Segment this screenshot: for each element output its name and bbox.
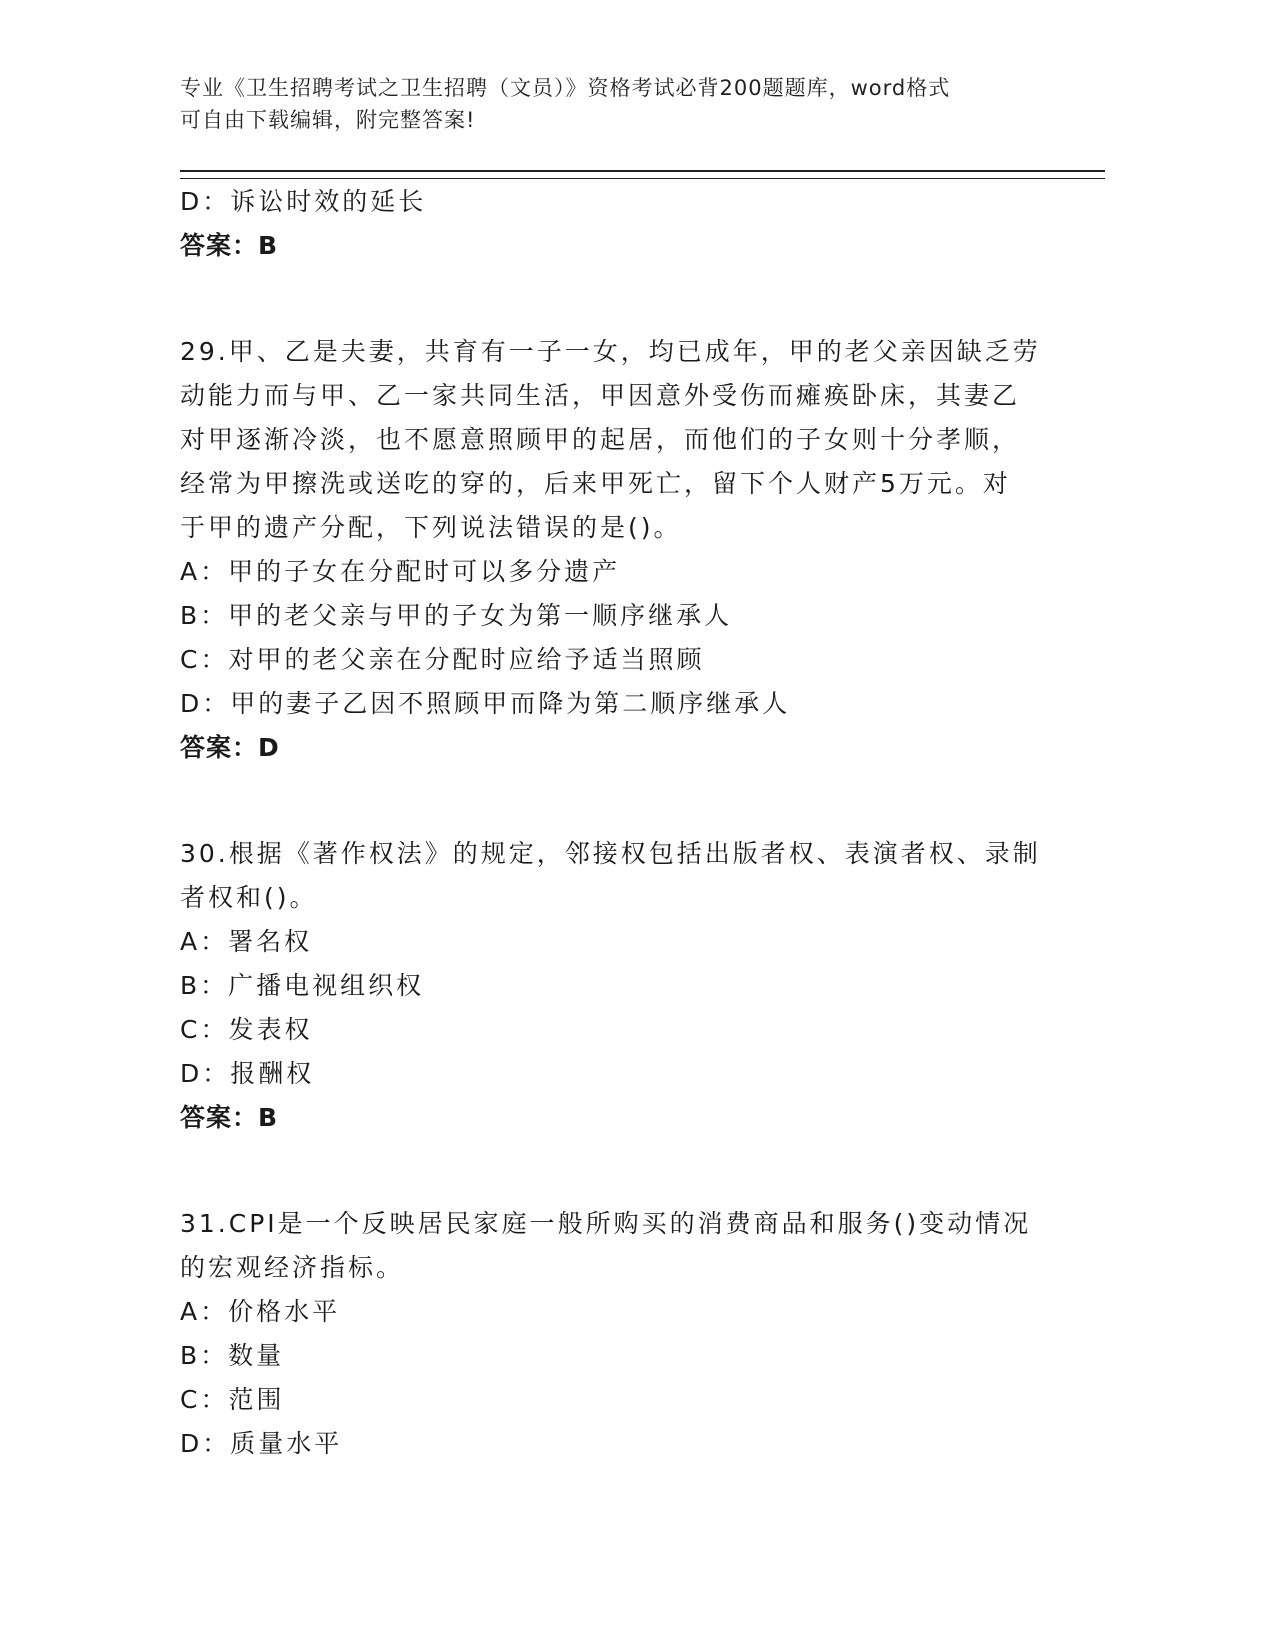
option-a: A：署名权	[180, 927, 313, 956]
question-content	[180, 180, 1040, 1466]
option-d: D：质量水平	[180, 1429, 343, 1458]
question-stem-line: 动能力而与甲、乙一家共同生活，甲因意外受伤而瘫痪卧床，其妻乙	[180, 381, 1021, 410]
question-stem-line: 30.根据《著作权法》的规定，邻接权包括出版者权、表演者权、录制	[180, 839, 1041, 868]
question-30	[180, 832, 1040, 1140]
question-31	[180, 1202, 1040, 1466]
option-a: A：价格水平	[180, 1297, 341, 1326]
answer: 答案：B	[180, 231, 279, 260]
question-stem-line: 于甲的遗产分配，下列说法错误的是()。	[180, 513, 682, 542]
question-stem-line: 29.甲、乙是夫妻，共育有一子一女，均已成年，甲的老父亲因缺乏劳	[180, 337, 1041, 366]
option-a: A：甲的子女在分配时可以多分遗产	[180, 557, 621, 586]
header-line-2: 可自由下载编辑，附完整答案!	[180, 108, 476, 132]
option-b: B：广播电视组织权	[180, 971, 425, 1000]
header-line-1: 专业《卫生招聘考试之卫生招聘（文员）》资格考试必背200题题库，word格式	[180, 76, 951, 100]
question-stem-line: 对甲逐渐冷淡，也不愿意照顾甲的起居，而他们的子女则十分孝顺，	[180, 425, 1021, 454]
question-stem-line: 31.CPI是一个反映居民家庭一般所购买的消费商品和服务()变动情况	[180, 1209, 1032, 1238]
option-d: D：甲的妻子乙因不照顾甲而降为第二顺序继承人	[180, 689, 791, 718]
question-stem-line: 的宏观经济指标。	[180, 1253, 405, 1282]
answer: 答案：B	[180, 1103, 279, 1132]
question-stem-line: 者权和()。	[180, 883, 318, 912]
option-c: C：发表权	[180, 1015, 313, 1044]
option-d: D：报酬权	[180, 1059, 315, 1088]
question-stem-line: 经常为甲擦洗或送吃的穿的，后来甲死亡，留下个人财产5万元。对	[180, 469, 1011, 498]
page-header	[180, 72, 1040, 136]
option-b: B：数量	[180, 1341, 285, 1370]
option-b: B：甲的老父亲与甲的子女为第一顺序继承人	[180, 601, 733, 630]
option-d: D：诉讼时效的延长	[180, 187, 427, 216]
option-c: C：对甲的老父亲在分配时应给予适当照顾	[180, 645, 705, 674]
answer: 答案：D	[180, 733, 280, 762]
option-c: C：范围	[180, 1385, 285, 1414]
question-29	[180, 330, 1040, 770]
header-divider	[180, 170, 1105, 179]
